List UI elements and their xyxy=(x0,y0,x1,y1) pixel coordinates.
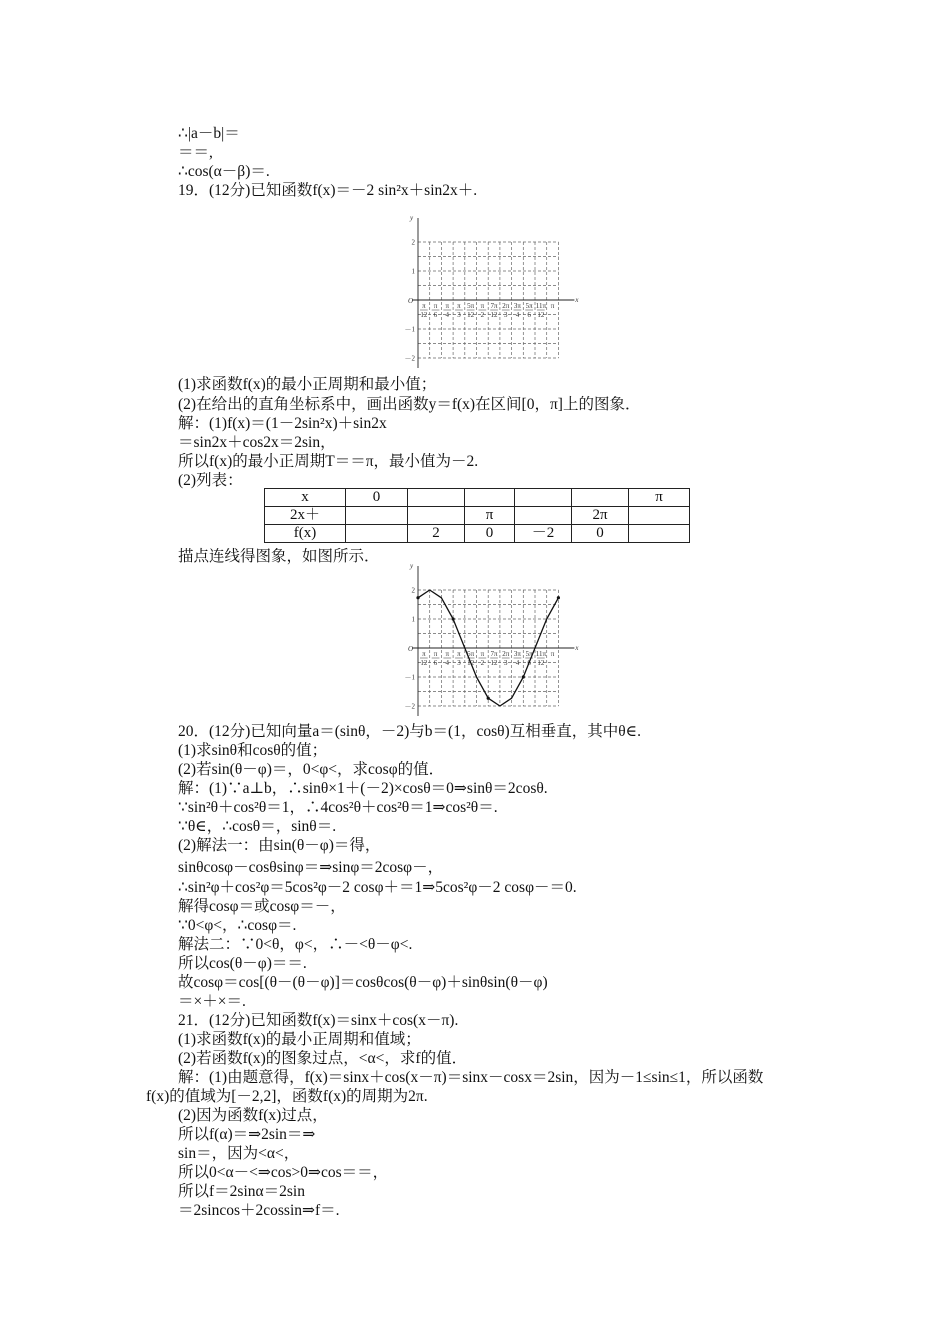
line-30: 解：(1)由题意得，f(x)＝sinx＋cos(x－π)＝sinx－cosx＝2sin，因为－1≤sin≤1，所以函数 xyxy=(178,1069,764,1086)
x-tick-denominator: 4 xyxy=(445,311,449,319)
x-tick-numerator: 3π xyxy=(513,650,521,658)
x-tick-numerator: π xyxy=(550,650,555,658)
table-row xyxy=(265,525,690,543)
table-cell xyxy=(629,525,690,543)
y-tick-label: 2 xyxy=(411,238,415,247)
data-point xyxy=(557,596,560,599)
data-point xyxy=(522,675,525,678)
y-tick-label: 1 xyxy=(411,267,415,276)
table-cell xyxy=(465,489,515,507)
x-tick-denominator: 2 xyxy=(480,311,485,319)
line-11: 描点连线得图象，如图所示． xyxy=(178,548,380,565)
x-tick-numerator: π xyxy=(480,302,485,310)
y-tick-label: 1 xyxy=(411,615,415,624)
table-cell xyxy=(408,507,465,525)
line-10: (2)列表： xyxy=(178,472,243,489)
x-tick-numerator: π xyxy=(445,650,450,658)
x-tick-denominator: 3 xyxy=(504,311,508,319)
data-point xyxy=(487,697,490,700)
line-18: (2)解法一：由sin(θ－φ)＝得， xyxy=(178,837,381,854)
table-cell: 2x＋ xyxy=(265,507,346,525)
line-12: 20．(12分)已知向量a＝(sinθ，－2)与b＝(1，cosθ)互相垂直，其中θ∈. xyxy=(178,723,641,740)
x-tick-denominator: 6 xyxy=(527,311,531,319)
table-row xyxy=(265,507,690,525)
x-tick-denominator: 12 xyxy=(420,659,428,667)
line-28: (1)求函数f(x)的最小正周期和值域； xyxy=(178,1031,421,1048)
x-tick-numerator: 5π xyxy=(525,650,533,658)
line-37: ＝2sincos＋2cossin⇒f＝. xyxy=(178,1202,340,1219)
table-cell: f(x) xyxy=(265,525,346,543)
y-axis-label: y xyxy=(410,562,414,570)
table-cell: π xyxy=(465,507,515,525)
line-31: f(x)的值域为[－2,2]，函数f(x)的周期为2π. xyxy=(146,1088,428,1105)
x-tick-numerator: π xyxy=(422,650,426,658)
table-cell: 0 xyxy=(346,489,408,507)
line-24: 所以cos(θ－φ)＝＝. xyxy=(178,955,307,972)
line-17: ∵θ∈，∴cosθ＝，sinθ＝. xyxy=(178,818,337,835)
table-cell xyxy=(515,507,572,525)
x-tick-denominator: 12 xyxy=(467,659,475,667)
line-33: 所以f(α)＝⇒2sin＝⇒ xyxy=(178,1126,316,1143)
line-5: (1)求函数f(x)的最小正周期和最小值； xyxy=(178,376,437,393)
table-cell xyxy=(408,489,465,507)
table-cell xyxy=(515,489,572,507)
table-cell xyxy=(346,525,408,543)
x-tick-numerator: π xyxy=(433,302,438,310)
line-4: 19．(12分)已知函数f(x)＝－2 sin²x＋sin2x＋. xyxy=(178,182,478,199)
table-cell: 2 xyxy=(408,525,465,543)
line-25: 故cosφ＝cos[(θ－(θ－φ)]＝cosθcos(θ－φ)＋sinθsin(θ－φ) xyxy=(178,974,548,991)
x-tick-denominator: 12 xyxy=(537,311,545,319)
table-cell: 0 xyxy=(572,525,629,543)
x-tick-denominator: 12 xyxy=(490,311,498,319)
x-tick-denominator: 3 xyxy=(504,659,508,667)
x-tick-denominator: 4 xyxy=(515,311,520,319)
data-point xyxy=(416,596,419,599)
x-tick-numerator: π xyxy=(480,650,485,658)
y-tick-label: 2 xyxy=(411,586,415,595)
line-7: 解：(1)f(x)＝(1－2sin²x)＋sin2x xyxy=(178,415,387,432)
line-19: sinθcosφ－cosθsinφ＝⇒sinφ＝2cosφ－， xyxy=(178,859,444,876)
empty-coordinate-grid xyxy=(392,212,592,372)
line-35: 所以0<α－<⇒cos>0⇒cos＝＝， xyxy=(178,1164,389,1181)
x-tick-denominator: 6 xyxy=(433,659,438,667)
y-tick-label: －1 xyxy=(404,673,415,682)
x-tick-numerator: π xyxy=(422,302,426,310)
table-cell xyxy=(629,507,690,525)
line-15: 解：(1)∵a⊥b，∴sinθ×1＋(－2)×cosθ＝0⇒sinθ＝2cosθ. xyxy=(178,780,548,797)
line-27: 21．(12分)已知函数f(x)＝sinx＋cos(x－π). xyxy=(178,1012,459,1029)
x-tick-numerator: π xyxy=(457,302,461,310)
x-tick-denominator: 4 xyxy=(515,659,520,667)
line-3: ∴cos(α－β)＝. xyxy=(178,163,270,180)
origin-label: O xyxy=(408,645,414,653)
x-tick-denominator: 3 xyxy=(457,311,461,319)
line-16: ∵sin²θ＋cos²θ＝1，∴4cos²θ＋cos²θ＝1⇒cos²θ＝. xyxy=(178,799,498,816)
x-tick-numerator: 5π xyxy=(467,650,475,658)
y-axis-label: y xyxy=(410,214,414,222)
line-21: 解得cosφ＝或cosφ＝－， xyxy=(178,898,346,915)
table-row xyxy=(265,489,690,507)
origin-label: O xyxy=(408,297,414,305)
x-tick-denominator: 12 xyxy=(467,311,475,319)
line-1: ∴|a－b|＝ xyxy=(178,125,240,142)
line-2: ＝＝, xyxy=(178,144,213,161)
table-cell: 2π xyxy=(572,507,629,525)
line-8: ＝sin2x＋cos2x＝2sin， xyxy=(178,434,336,451)
x-tick-numerator: 3π xyxy=(513,302,521,310)
table-cell: 0 xyxy=(465,525,515,543)
x-tick-denominator: 12 xyxy=(490,659,498,667)
x-tick-numerator: π xyxy=(445,302,450,310)
table-cell xyxy=(346,507,408,525)
data-point xyxy=(452,617,455,620)
x-tick-numerator: π xyxy=(433,650,438,658)
x-axis-label: x xyxy=(575,296,579,304)
table-cell: －2 xyxy=(515,525,572,543)
line-34: sin＝，因为<α<， xyxy=(178,1145,300,1162)
table-cell xyxy=(572,489,629,507)
line-14: (2)若sin(θ－φ)＝，0<φ<，求cosφ的值． xyxy=(178,761,445,778)
line-36: 所以f＝2sinα＝2sin xyxy=(178,1183,305,1200)
y-tick-label: －1 xyxy=(404,325,415,334)
x-tick-numerator: 11π xyxy=(535,650,546,658)
function-graph xyxy=(392,560,592,720)
x-tick-denominator: 6 xyxy=(433,311,438,319)
x-tick-denominator: 2 xyxy=(480,659,485,667)
value-table xyxy=(264,488,690,543)
x-tick-numerator: 5π xyxy=(525,302,533,310)
x-tick-numerator: 7π xyxy=(490,650,498,658)
x-tick-numerator: 7π xyxy=(490,302,498,310)
y-tick-label: －2 xyxy=(404,702,415,711)
x-tick-numerator: π xyxy=(550,302,555,310)
line-9: 所以f(x)的最小正周期T＝＝π，最小值为－2. xyxy=(178,453,479,470)
x-tick-denominator: 3 xyxy=(457,659,461,667)
line-29: (2)若函数f(x)的图象过点，<α<，求f的值． xyxy=(178,1050,468,1067)
line-32: (2)因为函数f(x)过点， xyxy=(178,1107,328,1124)
x-tick-denominator: 12 xyxy=(537,659,545,667)
x-tick-denominator: 4 xyxy=(445,659,449,667)
line-23: 解法二：∵0<θ，φ<，∴－<θ－φ<. xyxy=(178,936,413,953)
table-cell: π xyxy=(629,489,690,507)
line-20: ∴sin²φ＋cos²φ＝5cos²φ－2 cosφ＋＝1⇒5cos²φ－2 cosφ－＝0. xyxy=(178,879,577,896)
x-tick-denominator: 12 xyxy=(420,311,428,319)
x-tick-numerator: 2π xyxy=(502,302,510,310)
y-tick-label: －2 xyxy=(404,354,415,363)
x-tick-numerator: 5π xyxy=(467,302,475,310)
x-tick-numerator: 11π xyxy=(535,302,546,310)
line-26: ＝×＋×＝. xyxy=(178,993,246,1010)
x-tick-numerator: π xyxy=(457,650,461,658)
line-13: (1)求sinθ和cosθ的值； xyxy=(178,742,328,759)
x-tick-denominator: 6 xyxy=(527,659,531,667)
x-tick-numerator: 2π xyxy=(502,650,510,658)
x-axis-label: x xyxy=(575,644,579,652)
line-6: (2)在给出的直角坐标系中，画出函数y＝f(x)在区间[0，π]上的图象． xyxy=(178,396,641,413)
table-cell: x xyxy=(265,489,346,507)
line-22: ∵0<φ<，∴cosφ＝. xyxy=(178,917,297,934)
